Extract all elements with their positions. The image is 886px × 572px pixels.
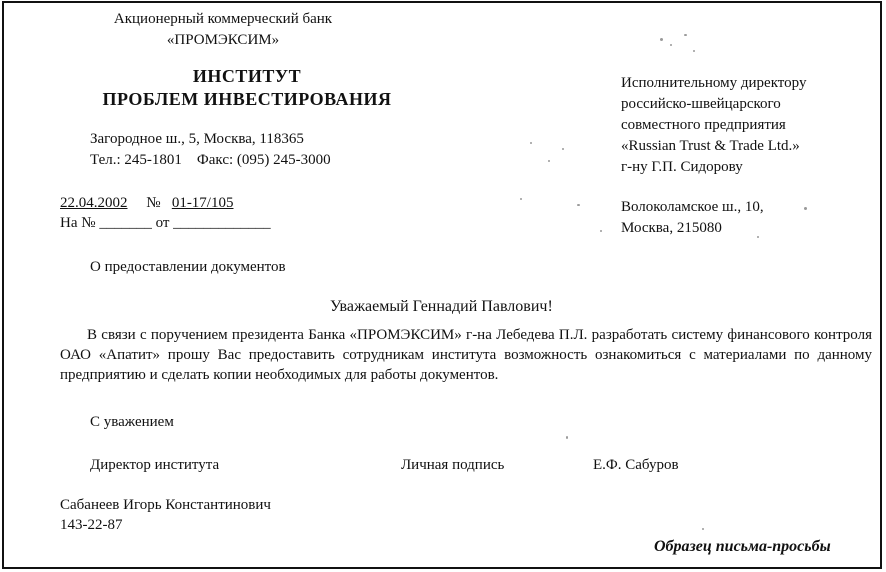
from-blank: _____________ xyxy=(173,215,271,231)
recipient-line5: г-ну Г.П. Сидорову xyxy=(621,159,743,175)
recipient-address2: Москва, 215080 xyxy=(621,220,722,236)
sender-phone-fax: Тел.: 245-1801 Факс: (095) 245-3000 xyxy=(90,152,331,168)
institute-name-line1: ИНСТИТУТ xyxy=(192,66,302,86)
bank-name-line2: «ПРОМЭКСИМ» xyxy=(166,32,280,48)
bank-name-line1: Акционерный коммерческий банк xyxy=(113,11,333,27)
from-label: от xyxy=(155,215,170,231)
ref-label: На № xyxy=(60,215,96,231)
number-label: № xyxy=(146,195,161,211)
signer-position: Директор института xyxy=(90,457,220,473)
salutation: Уважаемый Геннадий Павлович! xyxy=(330,298,553,315)
executor-name: Сабанеев Игорь Константинович xyxy=(60,497,271,513)
recipient-line1: Исполнительному директору xyxy=(621,75,807,91)
letter-number: 01-17/105 xyxy=(171,195,234,211)
institute-name-line2: ПРОБЛЕМ ИНВЕСТИРОВАНИЯ xyxy=(102,89,392,109)
signer-name: Е.Ф. Сабуров xyxy=(593,457,679,473)
letter-body: В связи с поручением президента Банка «ПРОМЭКСИМ» г-на Лебедева П.Л. разработать систему финансового контроля ОАО «Апатит» прошу Вас предоставить сотрудникам института возможность ознакомиться с материалами по данному предприятию и сделать копии необходимых для работы документов. xyxy=(60,327,872,383)
sender-address: Загородное ш., 5, Москва, 118365 xyxy=(90,131,304,147)
recipient-line4: «Russian Trust & Trade Ltd.» xyxy=(621,138,800,154)
executor-phone: 143-22-87 xyxy=(60,517,123,533)
recipient-line3: совместного предприятия xyxy=(621,117,786,133)
letter-subject: О предоставлении документов xyxy=(90,259,286,275)
recipient-line2: российско-швейцарского xyxy=(621,96,781,112)
letter-date: 22.04.2002 xyxy=(60,195,128,211)
document-caption: Образец письма-просьбы xyxy=(654,538,831,555)
closing: С уважением xyxy=(90,414,174,430)
signature-label: Личная подпись xyxy=(401,457,505,473)
registration-date-row xyxy=(60,194,233,212)
reference-row xyxy=(60,214,271,232)
ref-blank: _______ xyxy=(99,215,152,231)
recipient-address1: Волоколамское ш., 10, xyxy=(621,199,764,215)
